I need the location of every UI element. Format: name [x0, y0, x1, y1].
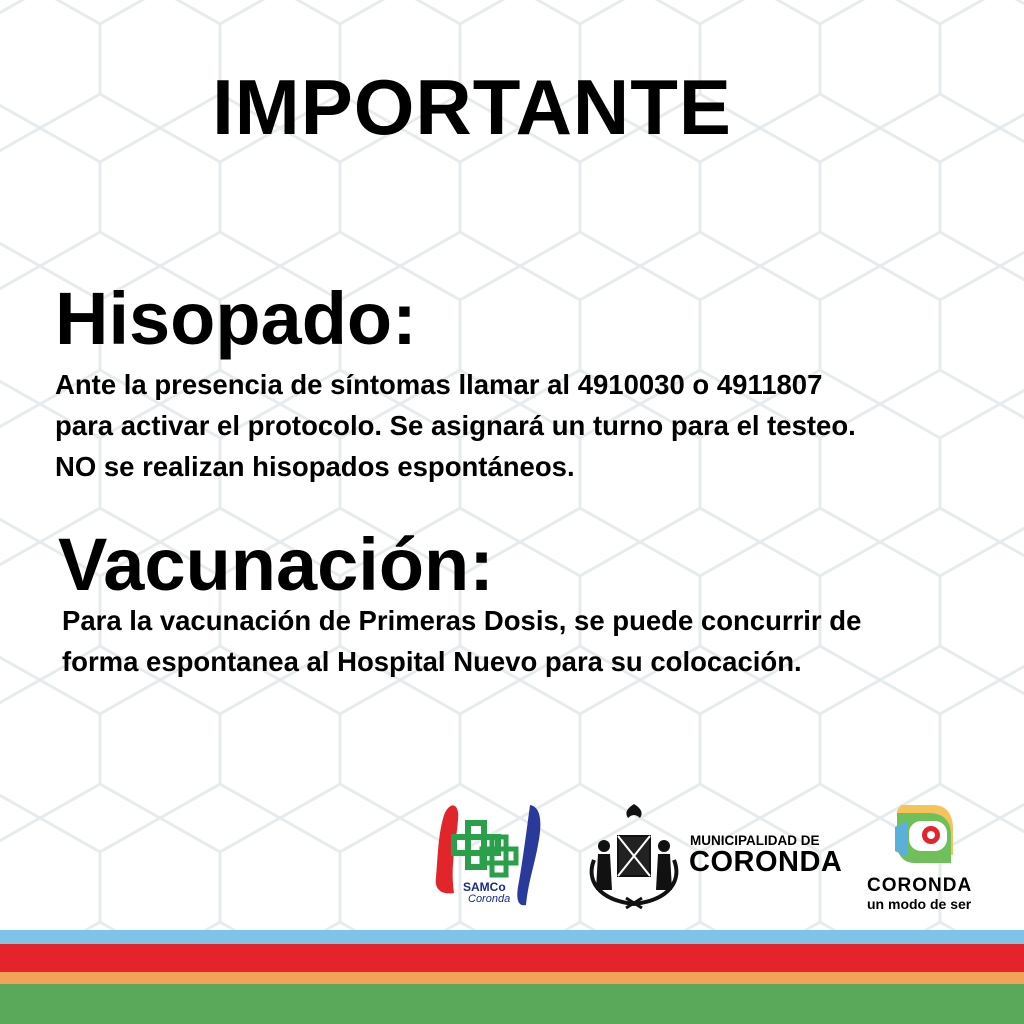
color-stripes: [0, 930, 1024, 1024]
vacunacion-line: forma espontanea al Hospital Nuevo para su colocación.: [62, 646, 802, 677]
crest-icon: [584, 800, 684, 910]
vacunacion-line: Para la vacunación de Primeras Dosis, se puede concurrir de: [62, 605, 862, 636]
hisopado-text: [55, 364, 1015, 487]
municipalidad-label: MUNICIPALIDAD DE: [690, 833, 820, 848]
coronda-brand-icon: [893, 801, 957, 865]
coronda-name: CORONDA: [867, 875, 973, 896]
page-title: IMPORTANTE: [212, 63, 732, 151]
vacunacion-text: [62, 600, 1012, 682]
hisopado-line: NO se realizan hisopados espontáneos.: [55, 451, 575, 482]
samco-name: SAMCo: [463, 880, 506, 894]
coronda-tagline: un modo de ser: [867, 896, 972, 912]
hisopado-line: para activar el protocolo. Se asignará un turno para el testeo.: [55, 410, 856, 441]
logos-row: [0, 795, 1024, 915]
stripe-red: [0, 944, 1024, 972]
stripe-green: [0, 984, 1024, 1024]
samco-sub: Coronda: [468, 893, 511, 905]
vacunacion-heading: Vacunación:: [58, 523, 494, 606]
stripe-blue: [0, 930, 1024, 944]
hisopado-heading: Hisopado:: [55, 277, 417, 360]
stripe-orange: [0, 972, 1024, 984]
municipalidad-name: CORONDA: [689, 846, 843, 878]
hisopado-line: Ante la presencia de síntomas llamar al 4910030 o 4911807: [55, 369, 823, 400]
